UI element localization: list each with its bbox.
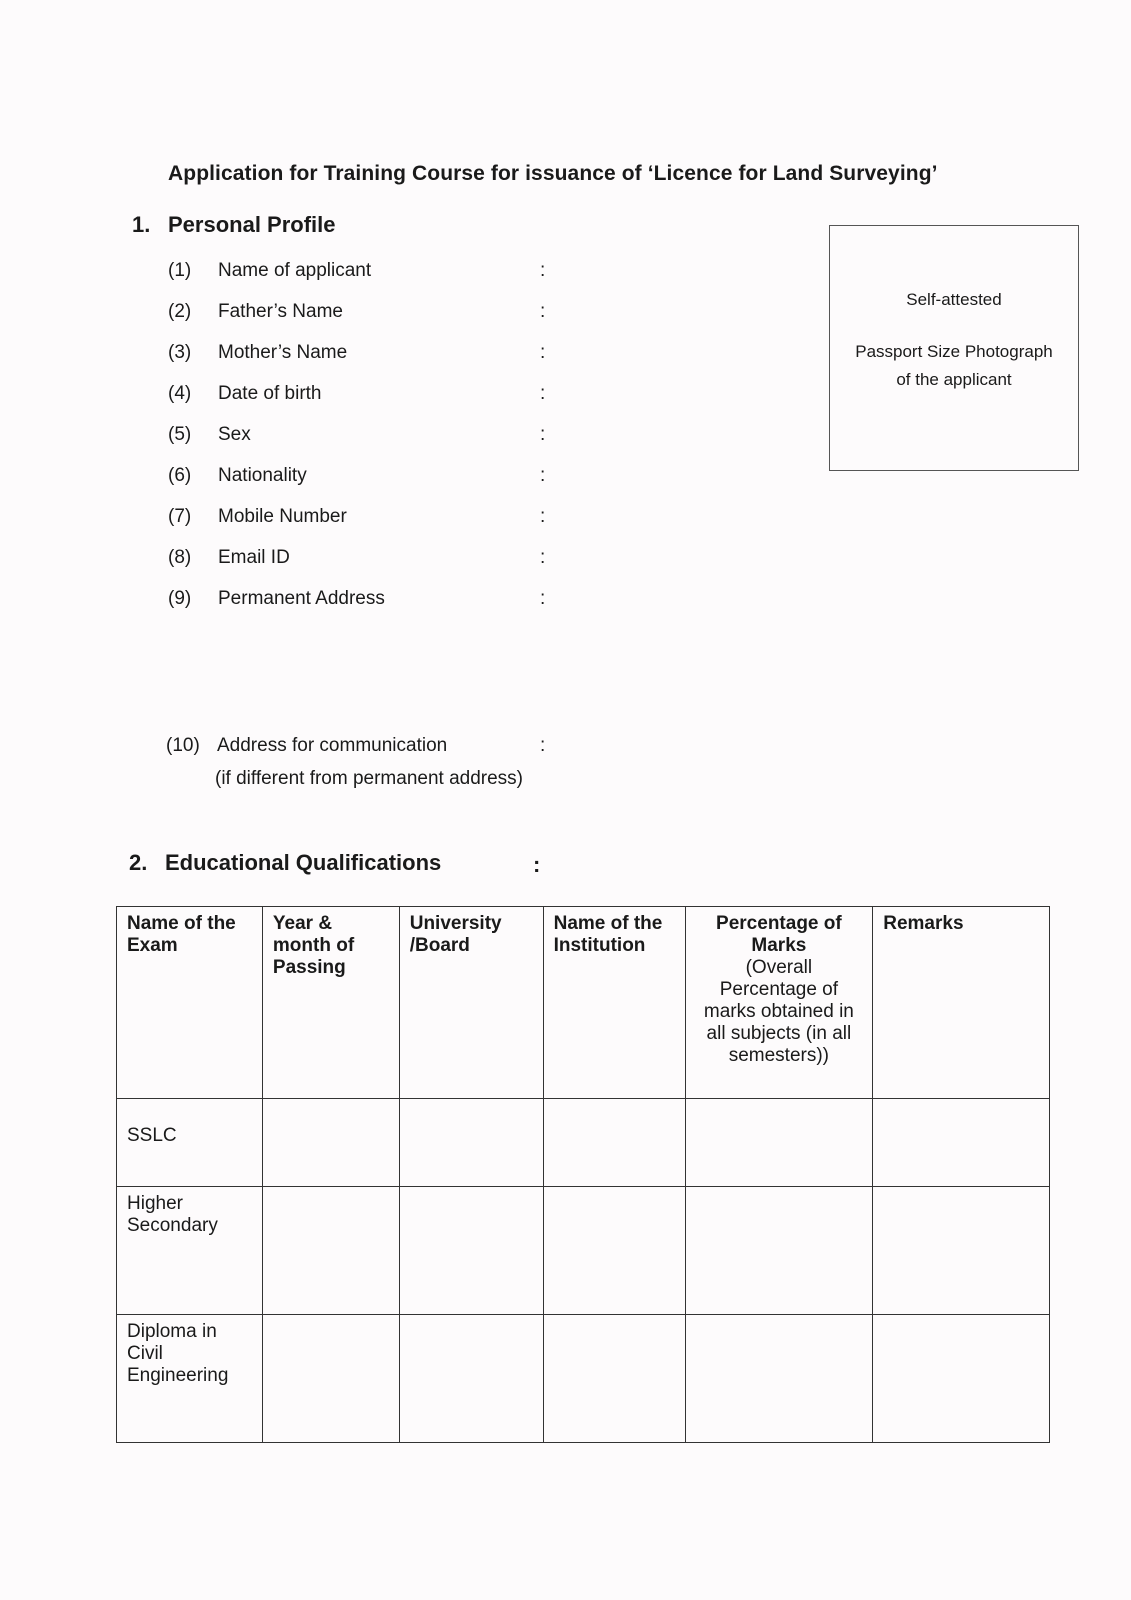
header-line: Percentage of xyxy=(716,913,842,934)
col-header-institution xyxy=(543,907,685,1099)
table-cell[interactable] xyxy=(685,1315,873,1443)
table-cell[interactable] xyxy=(399,1099,543,1187)
table-cell[interactable] xyxy=(262,1187,399,1315)
field-label: Name of applicant xyxy=(218,260,372,281)
section-personal-profile xyxy=(132,212,336,238)
header-line: Remarks xyxy=(883,913,964,934)
header-line: Year & xyxy=(272,913,333,934)
row-label-line: SSLC xyxy=(127,1125,177,1146)
photo-box-label: Self-attested xyxy=(906,290,1002,309)
field-number: (1) xyxy=(168,260,192,281)
header-subline: (Overall xyxy=(745,957,813,978)
field-number: (4) xyxy=(168,383,192,404)
row-label-line: Higher xyxy=(127,1193,183,1214)
field-colon: : xyxy=(540,547,546,568)
row-label-higher-secondary xyxy=(117,1187,263,1315)
table-cell[interactable] xyxy=(399,1315,543,1443)
section-number: 2. xyxy=(129,850,148,875)
field-colon: : xyxy=(540,424,546,445)
header-subline: marks obtained in xyxy=(703,1001,854,1022)
photo-box xyxy=(829,225,1079,471)
col-header-exam xyxy=(117,907,263,1099)
header-line: Name of the xyxy=(553,913,663,934)
field-colon: : xyxy=(540,342,546,363)
table-cell[interactable] xyxy=(399,1187,543,1315)
field-number: (3) xyxy=(168,342,192,363)
table-cell[interactable] xyxy=(262,1315,399,1443)
field-label: Mother’s Name xyxy=(218,342,348,363)
table-row xyxy=(117,1099,1050,1187)
header-line: Name of the xyxy=(127,913,236,934)
field-number: (6) xyxy=(168,465,192,486)
section-colon: : xyxy=(533,852,541,877)
field-number: (10) xyxy=(166,735,200,756)
field-number: (2) xyxy=(168,301,192,322)
table-cell[interactable] xyxy=(543,1099,685,1187)
field-number: (5) xyxy=(168,424,192,445)
row-label-line: Secondary xyxy=(127,1215,218,1236)
field-colon: : xyxy=(540,260,546,281)
header-line: Exam xyxy=(127,935,178,956)
address-note: (if different from permanent address) xyxy=(215,768,524,789)
header-line: month of xyxy=(272,935,355,956)
table-cell[interactable] xyxy=(685,1099,873,1187)
field-number: (9) xyxy=(168,588,192,609)
header-subline: semesters)) xyxy=(728,1045,830,1066)
row-label-diploma xyxy=(117,1315,263,1443)
header-line: Marks xyxy=(751,935,807,956)
field-label: Father’s Name xyxy=(218,301,343,322)
col-header-university xyxy=(399,907,543,1099)
header-line: Institution xyxy=(553,935,646,956)
table-cell[interactable] xyxy=(543,1187,685,1315)
field-label: Sex xyxy=(218,424,251,445)
field-label: Permanent Address xyxy=(218,588,385,609)
field-label: Email ID xyxy=(218,547,290,568)
field-number: (8) xyxy=(168,547,192,568)
field-colon: : xyxy=(540,301,546,322)
field-label: Address for communication xyxy=(217,735,448,756)
field-colon: : xyxy=(540,588,546,609)
row-label-sslc xyxy=(117,1099,263,1187)
header-line: /Board xyxy=(409,935,470,956)
table-cell[interactable] xyxy=(685,1187,873,1315)
form-title: Application for Training Course for issuance of ‘Licence for Land Surveying’ xyxy=(168,162,938,185)
table-row xyxy=(117,1187,1050,1315)
section-heading: Personal Profile xyxy=(168,212,336,237)
row-label-line: Diploma in xyxy=(127,1321,217,1342)
table-cell[interactable] xyxy=(262,1099,399,1187)
table-row xyxy=(117,1315,1050,1443)
col-header-remarks xyxy=(873,907,1050,1099)
table-cell[interactable] xyxy=(873,1099,1050,1187)
section-number: 1. xyxy=(132,212,151,237)
table-cell[interactable] xyxy=(873,1187,1050,1315)
section-educational-qualifications xyxy=(129,850,441,876)
education-table xyxy=(116,906,1050,1443)
header-line: University xyxy=(409,913,502,934)
header-subline: Percentage of xyxy=(719,979,839,1000)
row-label-line: Engineering xyxy=(127,1365,229,1386)
col-header-percentage xyxy=(685,907,873,1099)
row-label-line: Civil xyxy=(127,1343,163,1364)
field-label: Mobile Number xyxy=(218,506,347,527)
field-label: Nationality xyxy=(218,465,307,486)
field-colon: : xyxy=(540,465,546,486)
field-colon: : xyxy=(540,735,546,756)
section-heading: Educational Qualifications xyxy=(165,850,442,875)
col-header-year xyxy=(262,907,399,1099)
field-colon: : xyxy=(540,506,546,527)
header-subline: all subjects (in all xyxy=(706,1023,852,1044)
field-label: Date of birth xyxy=(218,383,322,404)
table-cell[interactable] xyxy=(543,1315,685,1443)
table-cell[interactable] xyxy=(873,1315,1050,1443)
photo-caption-line: Passport Size Photograph xyxy=(855,342,1053,361)
photo-caption-line: of the applicant xyxy=(896,370,1012,389)
field-colon: : xyxy=(540,383,546,404)
photo-box-caption xyxy=(830,338,1078,394)
field-number: (7) xyxy=(168,506,192,527)
table-header-row xyxy=(117,907,1050,1099)
header-line: Passing xyxy=(272,957,346,978)
